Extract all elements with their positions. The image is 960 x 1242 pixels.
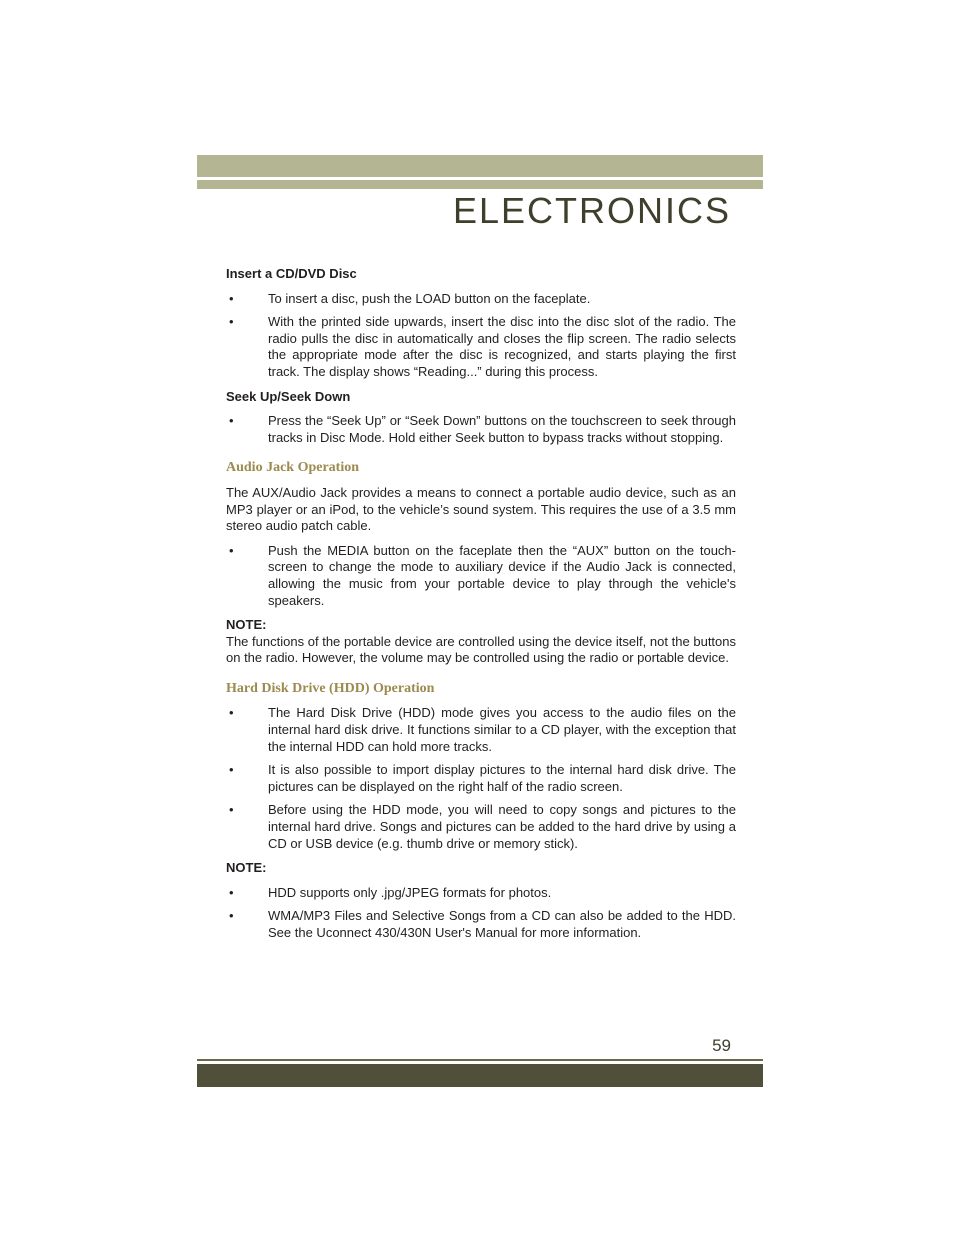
- section-title: ELECTRONICS: [452, 190, 731, 231]
- list-item-text: Push the MEDIA button on the faceplate then the “AUX” button on the touch-screen to change the mode to auxiliary device if the Audio Jack is connected, allowing the music from your portable device to play through the vehicle's speakers.: [268, 542, 736, 608]
- list-item: [226, 885, 736, 902]
- list-item-text: WMA/MP3 Files and Selective Songs from a CD can also be added to the HDD. See the Uconnect 430/430N User's Manual for more information.: [268, 908, 736, 940]
- list-item-text: To insert a disc, push the LOAD button on the faceplate.: [268, 290, 591, 306]
- list-item: [226, 413, 736, 446]
- paragraph-audio-jack: The AUX/Audio Jack provides a means to connect a portable audio device, such as an MP3 player or an iPod, to the vehicle’s sound system. This requires the use of a 3.5 mm stereo audio patch cable.: [226, 484, 736, 534]
- page-number: 59: [712, 1036, 731, 1055]
- note-label-hdd: NOTE:: [226, 860, 267, 876]
- list-seek: [226, 413, 736, 446]
- heading-audio-jack: Audio Jack Operation: [226, 460, 360, 476]
- list-hdd: [226, 705, 736, 852]
- footer-rule: [197, 1059, 763, 1061]
- heading-hdd: Hard Disk Drive (HDD) Operation: [226, 680, 435, 696]
- note-text: The functions of the portable device are controlled using the device itself, not the buttons on the radio. However, the volume may be controlled using the radio or portable device.: [226, 633, 736, 666]
- header-band: [197, 155, 763, 177]
- header-band-thin: [197, 180, 763, 189]
- heading-insert-disc: Insert a CD/DVD Disc: [226, 266, 357, 281]
- list-item-text: The Hard Disk Drive (HDD) mode gives you access to the audio files on the internal hard disk drive. It functions similar to a CD player, with the exception that the internal HDD can hold more tracks.: [268, 705, 736, 754]
- heading-seek: Seek Up/Seek Down: [226, 388, 351, 404]
- list-item: [226, 291, 736, 308]
- list-note-hdd: [226, 885, 736, 942]
- list-item-text: With the printed side upwards, insert the disc into the disc slot of the radio. The radio pulls the disc in automatically and closes the flip screen. The radio selects the appropriate mode after the disc is recognized, and starts playing the first track. The display shows “Reading...” during this process.: [268, 314, 736, 379]
- page-content: [226, 266, 736, 950]
- list-item: [226, 762, 736, 795]
- list-item-text: Press the “Seek Up” or “Seek Down” buttons on the touchscreen to seek through tracks in Disc Mode. Hold either Seek button to bypass tracks without stopping.: [268, 413, 736, 445]
- list-item-text: Before using the HDD mode, you will need to copy songs and pictures to the internal hard drive. Songs and pictures can be added to the hard drive by using a CD or USB device (e.g. thumb drive or memory stick).: [268, 802, 736, 851]
- list-item-text: HDD supports only .jpg/JPEG formats for photos.: [268, 884, 552, 900]
- list-item: [226, 802, 736, 852]
- list-item: [226, 705, 736, 755]
- list-insert-disc: [226, 291, 736, 381]
- note-label: NOTE:: [226, 617, 267, 633]
- list-item: [226, 543, 736, 609]
- list-item: [226, 314, 736, 380]
- list-audio-jack: [226, 543, 736, 609]
- list-item: [226, 908, 736, 941]
- list-item-text: It is also possible to import display pictures to the internal hard disk drive. The pictures can be displayed on the right half of the radio screen.: [268, 762, 736, 794]
- footer-band: [197, 1064, 763, 1087]
